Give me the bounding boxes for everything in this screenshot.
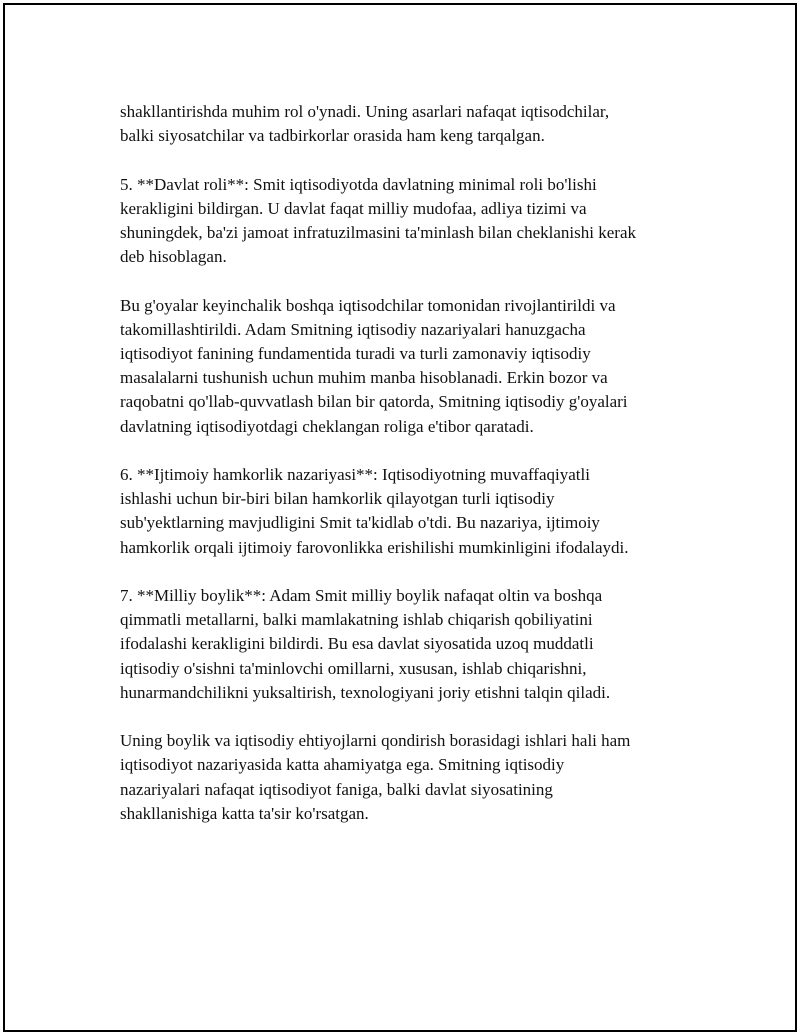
paragraph-spacer: [120, 439, 690, 463]
text-line: davlatning iqtisodiyotdagi cheklangan roliga e'tibor qaratadi.: [120, 416, 534, 436]
text-line: 5. **Davlat roli**: Smit iqtisodiyotda davlatning minimal roli bo'lishi: [120, 174, 597, 194]
text-line: shakllanishiga katta ta'sir ko'rsatgan.: [120, 803, 369, 823]
text-line: 7. **Milliy boylik**: Adam Smit milliy boylik nafaqat oltin va boshqa: [120, 586, 603, 605]
document-body: [120, 100, 690, 826]
paragraph-spacer: [120, 148, 690, 172]
text-line: ishlashi uchun bir-biri bilan hamkorlik qilayotgan turli iqtisodiy: [120, 489, 555, 509]
paragraph-spacer: [120, 705, 690, 729]
text-line: kerakligini bildirgan. U davlat faqat milliy mudofaa, adliya tizimi va: [120, 198, 587, 218]
text-line: Bu g'oyalar keyinchalik boshqa iqtisodchilar tomonidan rivojlantirildi va: [120, 295, 616, 315]
text-line: takomillashtirildi. Adam Smitning iqtisodiy nazariyalari hanuzgacha: [120, 319, 586, 339]
text-line: raqobatni qo'llab-quvvatlash bilan bir qatorda, Smitning iqtisodiy g'oyalari: [120, 392, 628, 412]
paragraph-conclusion: [120, 729, 690, 826]
text-line: 6. **Ijtimoiy hamkorlik nazariyasi**: Iqtisodiyotning muvaffaqiyatli: [120, 465, 590, 484]
paragraph-ijtimoiy-hamkorlik: [120, 463, 690, 560]
text-line: deb hisoblagan.: [120, 247, 227, 267]
text-line: iqtisodiyot nazariyasida katta ahamiyatga ega. Smitning iqtisodiy: [120, 755, 565, 775]
text-line: sub'yektlarning mavjudligini Smit ta'kidlab o'tdi. Bu nazariya, ijtimoiy: [120, 513, 600, 533]
paragraph-goyalar: [120, 294, 690, 439]
text-line: iqtisodiyot fanining fundamentida turadi va turli zamonaviy iqtisodiy: [120, 344, 591, 363]
paragraph-milliy-boylik: [120, 584, 690, 705]
document-page: [3, 3, 797, 1032]
text-line: shakllantirishda muhim rol o'ynadi. Uning asarlari nafaqat iqtisodchilar,: [120, 102, 610, 121]
text-line: ifodalashi kerakligini bildirdi. Bu esa davlat siyosatida uzoq muddatli: [120, 634, 594, 654]
text-line: Uning boylik va iqtisodiy ehtiyojlarni qondirish borasidagi ishlari hali ham: [120, 731, 631, 751]
text-line: iqtisodiy o'sishni ta'minlovchi omillarni, xususan, ishlab chiqarishni,: [120, 658, 587, 678]
text-line: balki siyosatchilar va tadbirkorlar orasida ham keng tarqalgan.: [120, 126, 545, 146]
text-line: shuningdek, ba'zi jamoat infratuzilmasini ta'minlash bilan cheklanishi kerak: [120, 223, 636, 242]
text-line: qimmatli metallarni, balki mamlakatning ishlab chiqarish qobiliyatini: [120, 610, 593, 630]
paragraph-intro: [120, 100, 690, 148]
paragraph-davlat-roli: [120, 173, 690, 270]
text-line: hamkorlik orqali ijtimoiy farovonlikka erishilishi mumkinligini ifodalaydi.: [120, 537, 629, 557]
text-line: masalalarni tushunish uchun muhim manba hisoblanadi. Erkin bozor va: [120, 368, 608, 388]
text-line: hunarmandchilikni yuksaltirish, texnologiyani joriy etishni talqin qiladi.: [120, 682, 611, 702]
paragraph-spacer: [120, 560, 690, 584]
text-line: nazariyalari nafaqat iqtisodiyot faniga, balki davlat siyosatining: [120, 779, 553, 799]
paragraph-spacer: [120, 269, 690, 293]
